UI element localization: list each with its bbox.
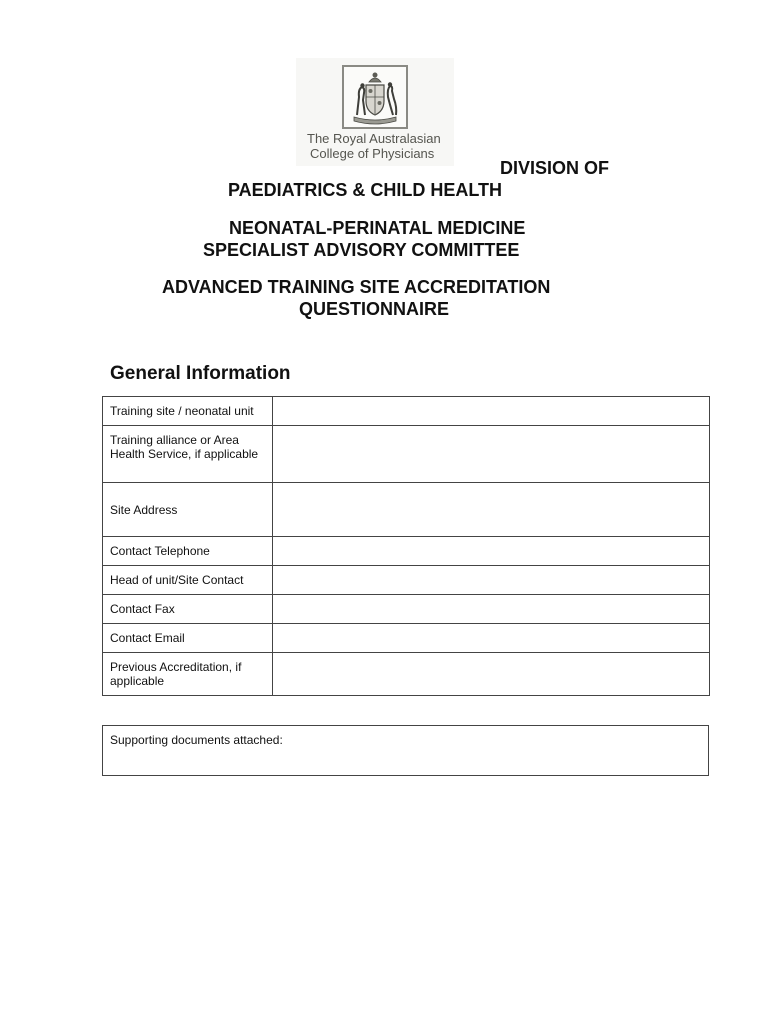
field-input-contact-telephone[interactable] (273, 537, 710, 566)
college-logo (296, 58, 454, 166)
supporting-documents-box[interactable] (102, 725, 709, 776)
field-input-contact-email[interactable] (273, 624, 710, 653)
table-row (103, 397, 710, 426)
field-input-contact-fax[interactable] (273, 595, 710, 624)
division-heading-line-1: DIVISION OF (500, 158, 610, 178)
field-input-site-address[interactable] (273, 483, 710, 537)
division-heading-line-2: PAEDIATRICS & CHILD HEALTH (228, 180, 502, 200)
field-input-head-of-unit[interactable] (273, 566, 710, 595)
supporting-documents-label: Supporting documents attached: (110, 733, 283, 747)
table-row (103, 624, 710, 653)
field-label-contact-email: Contact Email (103, 624, 273, 653)
field-label-training-alliance: Training alliance or Area Health Service, if applicable (103, 426, 273, 483)
table-row (103, 537, 710, 566)
table-row (103, 653, 710, 696)
field-input-previous-accreditation[interactable] (273, 653, 710, 696)
section-title-general-information: General Information (110, 363, 291, 384)
field-label-contact-fax: Contact Fax (103, 595, 273, 624)
field-label-previous-accreditation: Previous Accreditation, if applicable (103, 653, 273, 696)
table-row (103, 426, 710, 483)
committee-heading-line-1: NEONATAL-PERINATAL MEDICINE (229, 218, 526, 238)
field-input-training-site[interactable] (273, 397, 710, 426)
committee-heading-line-2: SPECIALIST ADVISORY COMMITTEE (203, 240, 520, 260)
field-input-training-alliance[interactable] (273, 426, 710, 483)
field-label-training-site: Training site / neonatal unit (103, 397, 273, 426)
field-label-head-of-unit: Head of unit/Site Contact (103, 566, 273, 595)
table-row (103, 595, 710, 624)
logo-text-line-1: The Royal Australasian (307, 131, 441, 146)
form-title-line-2: QUESTIONNAIRE (299, 299, 450, 319)
form-title-line-1: ADVANCED TRAINING SITE ACCREDITATION (162, 277, 551, 297)
field-label-site-address: Site Address (103, 483, 273, 537)
table-row (103, 566, 710, 595)
general-information-table (102, 396, 710, 696)
table-row (103, 483, 710, 537)
coat-of-arms-icon (342, 65, 408, 129)
logo-text-line-2: College of Physicians (310, 146, 435, 161)
field-label-contact-telephone: Contact Telephone (103, 537, 273, 566)
